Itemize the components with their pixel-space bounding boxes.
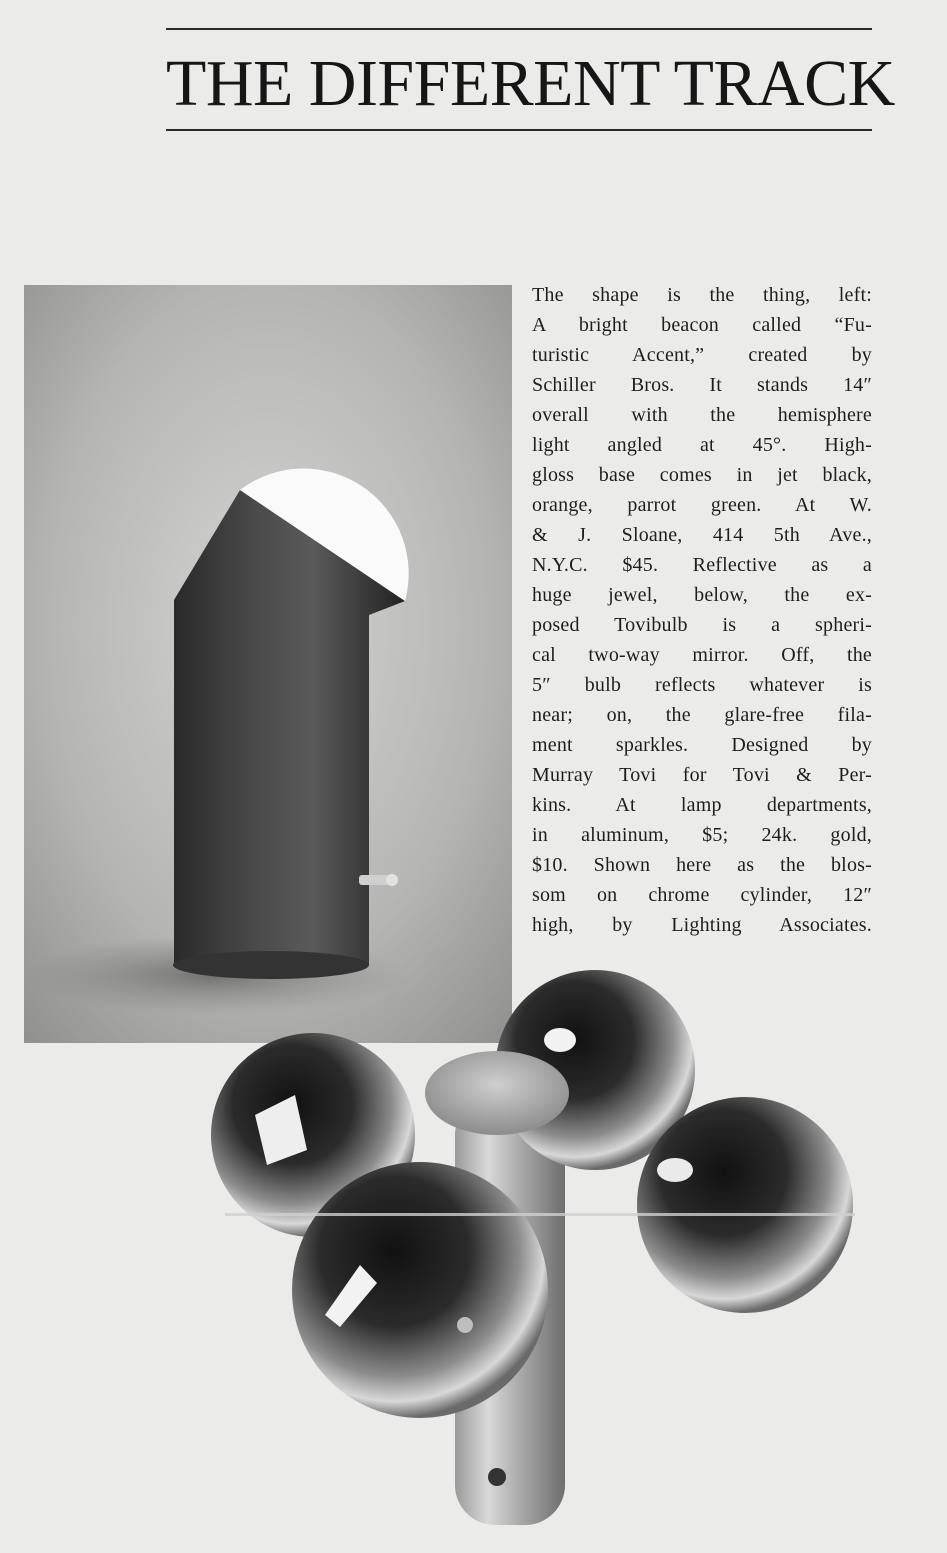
- tovibulb-photo: [205, 965, 860, 1537]
- article-body: [532, 280, 872, 940]
- body-line: posed Tovibulb is a spheri-: [532, 614, 872, 636]
- body-line: 5″ bulb reflects whatever is: [532, 674, 872, 696]
- article-headline: THE DIFFERENT TRACK: [166, 47, 895, 120]
- bottom-rule: [166, 129, 872, 131]
- body-line: & J. Sloane, 414 5th Ave.,: [532, 524, 872, 546]
- body-line: $10. Shown here as the blos-: [532, 854, 872, 876]
- body-line: A bright beacon called “Fu-: [532, 314, 872, 336]
- body-line: turistic Accent,” created by: [532, 344, 872, 366]
- body-line: near; on, the glare-free fila-: [532, 704, 872, 726]
- top-rule: [166, 28, 872, 30]
- lamp-photo: [24, 285, 512, 1043]
- body-line: ment sparkles. Designed by: [532, 734, 872, 756]
- body-line: light angled at 45°. High-: [532, 434, 872, 456]
- body-line: kins. At lamp departments,: [532, 794, 872, 816]
- body-line: som on chrome cylinder, 12″: [532, 884, 872, 906]
- body-line: N.Y.C. $45. Reflective as a: [532, 554, 872, 576]
- body-line: high, by Lighting Associates.: [532, 914, 872, 936]
- body-line: gloss base comes in jet black,: [532, 464, 872, 486]
- body-line: Murray Tovi for Tovi & Per-: [532, 764, 872, 786]
- body-line: in aluminum, $5; 24k. gold,: [532, 824, 872, 846]
- body-line: Schiller Bros. It stands 14″: [532, 374, 872, 396]
- body-line: huge jewel, below, the ex-: [532, 584, 872, 606]
- body-line: orange, parrot green. At W.: [532, 494, 872, 516]
- body-line: cal two-way mirror. Off, the: [532, 644, 872, 666]
- body-line: The shape is the thing, left:: [532, 284, 872, 306]
- body-line: overall with the hemisphere: [532, 404, 872, 426]
